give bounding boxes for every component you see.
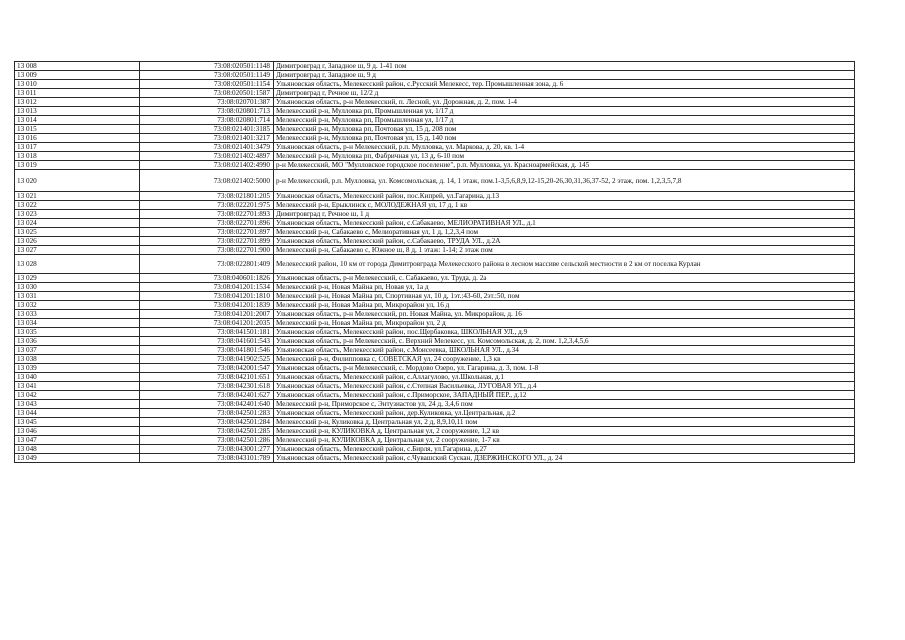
address-cell: Ульяновская область, р-н Мелекесский, п. Лесной, ул. Дорожная, д. 2, пом. 1-4 [274, 98, 855, 107]
cadastral-number-cell: 73:08:041201:1839 [140, 301, 274, 310]
address-cell: Димитровград г, Западное ш, 9 д. 1-41 пом [274, 62, 855, 71]
cadastral-number-cell: 73:08:042301:618 [140, 382, 274, 391]
property-registry-table [14, 61, 855, 463]
row-number-cell: 13 021 [15, 192, 140, 201]
table-row [15, 418, 855, 427]
table-row [15, 445, 855, 454]
cadastral-number-cell: 73:08:040601:1826 [140, 274, 274, 283]
registry-sheet [14, 61, 855, 463]
table-row [15, 364, 855, 373]
row-number-cell: 13 017 [15, 143, 140, 152]
table-row [15, 373, 855, 382]
cadastral-number-cell: 73:08:042401:627 [140, 391, 274, 400]
cadastral-number-cell: 73:08:020501:1154 [140, 80, 274, 89]
address-cell: Димитровград г, Речное ш, 12/2 д [274, 89, 855, 98]
table-row [15, 400, 855, 409]
address-cell: Мелекесский р-н, Мулловка рп, Промышленная ул, 1/17 д [274, 116, 855, 125]
address-cell: Ульяновская область, Мелекесский район, с.Чувашский Сускан, ДЗЕРЖИНСКОГО УЛ., д. 24 [274, 454, 855, 463]
cadastral-number-cell: 73:08:021402:4897 [140, 152, 274, 161]
row-number-cell: 13 035 [15, 328, 140, 337]
cadastral-number-cell: 73:08:041201:1810 [140, 292, 274, 301]
row-number-cell: 13 018 [15, 152, 140, 161]
table-row [15, 391, 855, 400]
cadastral-number-cell: 73:08:020801:714 [140, 116, 274, 125]
row-number-cell: 13 023 [15, 210, 140, 219]
address-cell: Мелекесский р-н, Мулловка рп, Почтовая ул, 15 д, 208 пом [274, 125, 855, 134]
address-cell: Ульяновская область, р-н Мелекесский, с. Мордово Озеро, ул. Гагарина, д. 3, пом. 1-8 [274, 364, 855, 373]
address-cell: Мелекесский р-н, Мулловка рп, Промышленная ул, 1/17 д [274, 107, 855, 116]
table-row [15, 219, 855, 228]
table-row [15, 292, 855, 301]
cadastral-number-cell: 73:08:042401:640 [140, 400, 274, 409]
address-cell: Ульяновская область, Мелекесский район, с.Русский Мелекесс, тер. Промышленная зона, д. 6 [274, 80, 855, 89]
address-cell: Мелекесский район, 10 км от города Димитровграда Мелекесского района в лесном массиве сельской местности в 2 км от поселка Курлан [274, 255, 855, 274]
table-row [15, 170, 855, 192]
cadastral-number-cell: 73:08:020701:387 [140, 98, 274, 107]
table-row [15, 152, 855, 161]
address-cell: Ульяновская область, Мелекесский район, дер.Куликовка, ул.Центральная, д.2 [274, 409, 855, 418]
address-cell: Ульяновская область, Мелекесский район, с.Сабакаево, МЕЛИОРАТИВНАЯ УЛ., д.1 [274, 219, 855, 228]
address-cell: Мелекесский р-н, Новая Майна рп, Микрорайон ул, 16 д [274, 301, 855, 310]
table-row [15, 355, 855, 364]
row-number-cell: 13 028 [15, 255, 140, 274]
row-number-cell: 13 016 [15, 134, 140, 143]
table-row [15, 319, 855, 328]
table-row [15, 143, 855, 152]
table-row [15, 125, 855, 134]
cadastral-number-cell: 73:08:041801:546 [140, 346, 274, 355]
cadastral-number-cell: 73:08:022701:896 [140, 219, 274, 228]
cadastral-number-cell: 73:08:041201:2007 [140, 310, 274, 319]
table-row [15, 237, 855, 246]
row-number-cell: 13 024 [15, 219, 140, 228]
table-row [15, 62, 855, 71]
table-row [15, 246, 855, 255]
row-number-cell: 13 009 [15, 71, 140, 80]
cadastral-number-cell: 73:08:042101:651 [140, 373, 274, 382]
cadastral-number-cell: 73:08:022201:975 [140, 201, 274, 210]
table-body [15, 62, 855, 463]
address-cell: Мелекесский р-н, Новая Майна рп, Спортивная ул, 10 д, 1эт.:43-60, 2эт.:50, пом [274, 292, 855, 301]
table-row [15, 409, 855, 418]
row-number-cell: 13 043 [15, 400, 140, 409]
table-row [15, 436, 855, 445]
table-row [15, 255, 855, 274]
row-number-cell: 13 038 [15, 355, 140, 364]
address-cell: Ульяновская область, Мелекесский район, с.Бирля, ул.Гагарина, д.27 [274, 445, 855, 454]
address-cell: Мелекесский р-н, Филипповка с, СОВЕТСКАЯ ул, 24 сооружение, 1,3 кв [274, 355, 855, 364]
cadastral-number-cell: 73:08:022801:409 [140, 255, 274, 274]
cadastral-number-cell: 73:08:021402:4990 [140, 161, 274, 170]
row-number-cell: 13 047 [15, 436, 140, 445]
row-number-cell: 13 048 [15, 445, 140, 454]
table-row [15, 301, 855, 310]
cadastral-number-cell: 73:08:041201:2035 [140, 319, 274, 328]
row-number-cell: 13 031 [15, 292, 140, 301]
address-cell: Ульяновская область, р-н Мелекесский, р.п. Мулловка, ул. Маркова, д. 20, кв. 1-4 [274, 143, 855, 152]
address-cell: Мелекесский р-н, Новая Майна рп, Новая ул, 1а д [274, 283, 855, 292]
row-number-cell: 13 013 [15, 107, 140, 116]
row-number-cell: 13 014 [15, 116, 140, 125]
row-number-cell: 13 022 [15, 201, 140, 210]
row-number-cell: 13 015 [15, 125, 140, 134]
cadastral-number-cell: 73:08:021801:205 [140, 192, 274, 201]
address-cell: Ульяновская область, Мелекесский район, пос.Кипрей, ул.Гагарина, д.13 [274, 192, 855, 201]
address-cell: Ульяновская область, р-н Мелекесский, рп. Новая Майна, ул. Микрорайон, д. 16 [274, 310, 855, 319]
table-row [15, 116, 855, 125]
table-row [15, 107, 855, 116]
table-row [15, 346, 855, 355]
address-cell: Ульяновская область, Мелекесский район, с.Степная Васильевка, ЛУГОВАЯ УЛ., д.4 [274, 382, 855, 391]
row-number-cell: 13 012 [15, 98, 140, 107]
table-row [15, 454, 855, 463]
table-row [15, 228, 855, 237]
table-row [15, 161, 855, 170]
row-number-cell: 13 010 [15, 80, 140, 89]
row-number-cell: 13 037 [15, 346, 140, 355]
cadastral-number-cell: 73:08:020501:1149 [140, 71, 274, 80]
address-cell: Димитровград г, Речное ш, 1 д [274, 210, 855, 219]
address-cell: Ульяновская область, Мелекесский район, с.Моисеевка, ШКОЛЬНАЯ УЛ., д.34 [274, 346, 855, 355]
row-number-cell: 13 046 [15, 427, 140, 436]
cadastral-number-cell: 73:08:042001:547 [140, 364, 274, 373]
table-row [15, 427, 855, 436]
row-number-cell: 13 034 [15, 319, 140, 328]
address-cell: Ульяновская область, р-н Мелекесский, с. Верхний Мелекесс, ул. Комсомольская, д. 2, пом. 1,2,3,4,5,6 [274, 337, 855, 346]
address-cell: Ульяновская область, Мелекесский район, с.Приморское, ЗАПАДНЫЙ ПЕР., д.12 [274, 391, 855, 400]
cadastral-number-cell: 73:08:042501:286 [140, 436, 274, 445]
row-number-cell: 13 027 [15, 246, 140, 255]
row-number-cell: 13 033 [15, 310, 140, 319]
table-row [15, 98, 855, 107]
row-number-cell: 13 020 [15, 170, 140, 192]
row-number-cell: 13 040 [15, 373, 140, 382]
table-row [15, 192, 855, 201]
cadastral-number-cell: 73:08:021402:5000 [140, 170, 274, 192]
cadastral-number-cell: 73:08:043001:277 [140, 445, 274, 454]
address-cell: Мелекесский р-н, Сабакаево с, Мелиоративная ул, 1 д, 1,2,3,4 пом [274, 228, 855, 237]
table-row [15, 274, 855, 283]
cadastral-number-cell: 73:08:042501:283 [140, 409, 274, 418]
cadastral-number-cell: 73:08:043101:789 [140, 454, 274, 463]
row-number-cell: 13 049 [15, 454, 140, 463]
cadastral-number-cell: 73:08:021401:3479 [140, 143, 274, 152]
row-number-cell: 13 030 [15, 283, 140, 292]
row-number-cell: 13 045 [15, 418, 140, 427]
row-number-cell: 13 044 [15, 409, 140, 418]
table-row [15, 201, 855, 210]
cadastral-number-cell: 73:08:042501:285 [140, 427, 274, 436]
table-row [15, 89, 855, 98]
row-number-cell: 13 019 [15, 161, 140, 170]
address-cell: Мелекесский р-н, Куликовка д, Центральная ул, 2 д, 8,9,10,11 пом [274, 418, 855, 427]
cadastral-number-cell: 73:08:021401:3185 [140, 125, 274, 134]
cadastral-number-cell: 73:08:041902:525 [140, 355, 274, 364]
address-cell: Ульяновская область, Мелекесский район, с.Сабакаево, ТРУДА УЛ., д.2А [274, 237, 855, 246]
address-cell: Мелекесский р-н, Сабакаево с, Южное ш, 8 д, 1 этаж: 1-14; 2 этаж пом [274, 246, 855, 255]
address-cell: Ульяновская область, Мелекесский район, с.Аллагулово, ул.Школьная, д.1 [274, 373, 855, 382]
cadastral-number-cell: 73:08:022701:899 [140, 237, 274, 246]
address-cell: Мелекесский р-н, КУЛИКОВКА д, Центральная ул, 2 сооружение, 1-7 кв [274, 436, 855, 445]
table-row [15, 328, 855, 337]
cadastral-number-cell: 73:08:041601:543 [140, 337, 274, 346]
address-cell: р-н Мелекесский, МО "Мулловское городское поселение", р.п. Мулловка, ул. Красноармейская, д. 145 [274, 161, 855, 170]
row-number-cell: 13 029 [15, 274, 140, 283]
table-row [15, 210, 855, 219]
table-row [15, 71, 855, 80]
cadastral-number-cell: 73:08:022701:897 [140, 228, 274, 237]
row-number-cell: 13 032 [15, 301, 140, 310]
table-row [15, 337, 855, 346]
address-cell: Мелекесский р-н, Мулловка рп, Почтовая ул, 15 д, 140 пом [274, 134, 855, 143]
address-cell: Мелекесский р-н, Ерыклинск с, МОЛОДЕЖНАЯ ул, 17 д, 1 кв [274, 201, 855, 210]
table-row [15, 283, 855, 292]
cadastral-number-cell: 73:08:042501:284 [140, 418, 274, 427]
cadastral-number-cell: 73:08:020501:1148 [140, 62, 274, 71]
address-cell: Димитровград г, Западное ш, 9 д [274, 71, 855, 80]
table-row [15, 310, 855, 319]
cadastral-number-cell: 73:08:020501:1587 [140, 89, 274, 98]
address-cell: р-н Мелекесский, р.п. Мулловка, ул. Комсомольская, д. 14, 1 этаж, пом.1-3,5,6,8,9,12-15,20-26,30,31,36,37-52, 2 этаж, пом. 1,2,3,5,7,8 [274, 170, 855, 192]
row-number-cell: 13 011 [15, 89, 140, 98]
address-cell: Мелекесский р-н, Мулловка рп, Фабричная ул, 13 д, 6-10 пом [274, 152, 855, 161]
row-number-cell: 13 041 [15, 382, 140, 391]
row-number-cell: 13 039 [15, 364, 140, 373]
table-row [15, 134, 855, 143]
cadastral-number-cell: 73:08:022701:900 [140, 246, 274, 255]
cadastral-number-cell: 73:08:041501:181 [140, 328, 274, 337]
address-cell: Ульяновская область, р-н Мелекесский, с. Сабакаево, ул. Труда, д. 2а [274, 274, 855, 283]
row-number-cell: 13 042 [15, 391, 140, 400]
cadastral-number-cell: 73:08:022701:893 [140, 210, 274, 219]
table-row [15, 80, 855, 89]
table-row [15, 382, 855, 391]
cadastral-number-cell: 73:08:021401:3217 [140, 134, 274, 143]
address-cell: Мелекесский р-н, КУЛИКОВКА д, Центральная ул, 2 сооружение, 1,2 кв [274, 427, 855, 436]
address-cell: Мелекесский р-н, Новая Майна рп, Микрорайон ул, 2 д [274, 319, 855, 328]
cadastral-number-cell: 73:08:041201:1534 [140, 283, 274, 292]
row-number-cell: 13 036 [15, 337, 140, 346]
row-number-cell: 13 025 [15, 228, 140, 237]
address-cell: Мелекесский р-н, Приморское с, Энтузиастов ул, 24 д, 3,4,6 пом [274, 400, 855, 409]
row-number-cell: 13 008 [15, 62, 140, 71]
address-cell: Ульяновская область, Мелекесский район, пос.Щербаковка, ШКОЛЬНАЯ УЛ., д.9 [274, 328, 855, 337]
row-number-cell: 13 026 [15, 237, 140, 246]
cadastral-number-cell: 73:08:020801:713 [140, 107, 274, 116]
